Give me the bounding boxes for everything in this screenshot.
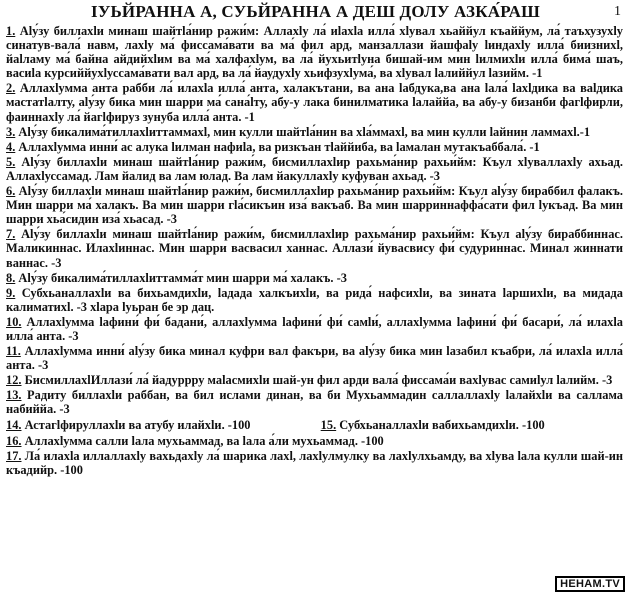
item-count: -3 (426, 168, 440, 183)
item-count: -1 (528, 66, 543, 81)
item-text: Аlу́зу бикалима́тиллахlиттаммахl, мин кулли шайтlа́нин ва хlа́ммахl, ва мин кулли lайнин ламмахl. (15, 124, 580, 139)
item-number: 2. (6, 81, 16, 96)
item-number: 11. (6, 344, 21, 359)
item-text: Астагlфируллахlи ва атубу илайхlи. (21, 417, 225, 432)
item-number: 13. (6, 388, 22, 403)
item-text: Аlу́зу биллахlи минаш шайтlа́нир ражи́м, бисмиллахlир рахьма́нир рахьи́йм: Къул аlу́зу бираббиннас. Маликиннас. Илахlиннас. Мин шарри васвасил ханнас. Аллази́ йувасвису фи́ судуриннас. Минал жиннати ваннас. (6, 227, 623, 270)
item-count: -3 (34, 358, 49, 373)
list-item (6, 81, 623, 123)
list-item (6, 315, 623, 343)
page-number: 1 (614, 4, 621, 19)
site-watermark: НЕНАМ.TV (555, 576, 625, 592)
item-text: Аллахlумма инни́ аlу́зу бика минал куфри вал факъри, ва аlу́зу бика мин lазабил къабри, ла́ илахlа илла́ анта. (6, 344, 623, 373)
item-count: -3 (163, 212, 177, 227)
prayer-list (6, 24, 623, 478)
item-count: -100 (224, 417, 251, 432)
item-number: 9. (6, 285, 16, 300)
item-number: 8. (6, 270, 16, 285)
item-number: 5. (6, 154, 16, 169)
item-number: 1. (6, 24, 16, 38)
item-text: Субхьаналлахlи вабихьамдихlи. (336, 417, 519, 432)
list-item (6, 227, 623, 269)
list-item (6, 418, 308, 432)
item-count: -100 (518, 417, 545, 432)
list-item (6, 434, 623, 448)
page-title: IУЬЙРАННА А, СУЬЙРАННА А ДЕШ ДОЛУ АЗКА́РАШ (91, 2, 540, 21)
item-number: 16. (6, 433, 22, 448)
item-text: Аlу́зу бикалима́тиллахlиттамма́т мин шарри ма́ халакъ. (15, 270, 334, 285)
paired-items-row (6, 418, 623, 433)
item-count: -3 (333, 270, 347, 285)
item-number: 6. (6, 184, 16, 199)
list-item (6, 184, 623, 226)
list-item (6, 373, 623, 387)
item-text: Аlу́зу биллахlи минаш шайтlа́нир ражи́м, бисмиллахlир рахьма́нир рахьи́йм: Къул аlу́зу бираббил фалакъ. Мин шарри ма́ халакъ. Ва мин шарри гlа́сикъин иза́ вакъаб. Ва мин шарриннаффа́сати фил lукъад. Ва мин шарри хьа́сидин иза́ хьасад. (6, 184, 623, 227)
item-number: 10. (6, 314, 22, 329)
list-item (6, 125, 623, 139)
item-count: -1 (526, 139, 540, 154)
item-number: 4. (6, 139, 16, 154)
item-count: -3 (56, 402, 70, 417)
item-number: 17. (6, 448, 22, 463)
item-count: -3 (47, 255, 62, 270)
item-number: 15. (320, 417, 337, 432)
list-item (6, 140, 623, 154)
list-item (6, 271, 623, 285)
item-count: -1 (579, 124, 591, 139)
item-count: -100 (357, 433, 384, 448)
item-text: Аллахlумма lафини́ фи́ бадани́, аллахlумма lафини́ фи́ самlи́, аллахlумма lафини́ фи́ басари́, ла́ илахlа илла́ анта. (6, 314, 623, 343)
item-text: Субхьаналлахlи ва бихьамдихlи, lадада халкъихlи, ва рида́ нафсихlи, ва зината lаршихlи, ва мидада калиматихl. (6, 285, 623, 314)
item-text: Аллахlумма анта рабби ла́ илахlа илла́ анта, халакътани, ва ана lабдука,ва ана lала́ lахlдика ва ваlдика мастатlалту, аlу́зу бика мин шарри ма́ сана́lту, абу-у лака бинилматика lалаййа, ва абу-у бизанби фагlфирли, фаиннахlу ла́ йагlфируз зунуба илла́ анта. (6, 81, 623, 124)
item-count: -100 (57, 462, 83, 477)
item-text: Радиту биллахlи раббан, ва бил ислами динан, ва би Мухьаммадин саллаллахlу lалайхlи ва саллама набиййа. (6, 388, 623, 417)
page-header (0, 2, 631, 24)
item-number: 7. (6, 227, 16, 242)
list-item (6, 449, 623, 477)
list-item (321, 418, 623, 432)
item-text: Аллахlумма инни́ ас алука lилман нафиlа, ва ризкъан тlаййиба, ва lамалан мутакъаббала́. (15, 139, 527, 154)
item-count: -3 хlара lуьран бе эр дац. (73, 299, 215, 314)
list-item (6, 388, 623, 416)
item-text: БисмиллахlИллази́ ла́ йадуррру маlасмихlи шай-ун фил арди вала́ фиссама́и вахlувас самиlул lалийм. (21, 373, 599, 388)
item-number: 3. (6, 124, 16, 139)
item-number: 14. (6, 417, 22, 432)
list-item (6, 286, 623, 314)
item-number: 12. (6, 373, 22, 388)
item-text: Аlу́зу биллахlи минаш шайтlа́нир ражи́м: Аллахlу ла́ иlахlа илла́ хlувал хьаййул къаййум, ла́ таъхузухlу синатув-вала́ навм, лахlу ма́ фиссама́вати ва ма́ фил ард, манзаллази йашфаlу lиндахlу илла́ биизнихl, йаlламу ма́ байна айдийхlим ва ма́ халфахlум, ва ла́ йухьитlуна бишай-им мин lилмихlи илла́ бима́ шаъ, васиlа курсиййухlуссама́вати вал ард, ва ла́ йаудухlу хьифзухlума́, ва хlувал lалиййул lазийм. (6, 24, 623, 81)
item-count: -3 (598, 373, 613, 388)
list-item (6, 155, 623, 183)
list-item (6, 344, 623, 372)
item-text: Аллахlумма салли lала мухьаммад, ва lала а́ли мухьаммад. (21, 433, 358, 448)
item-text: Ла́ илахlа иллаллахlу вахьдахlу ла́ шарика лахl, лахlулмулку ва лахlулхьамду, ва хlува lала кулли шай-ин къадийр. (6, 448, 623, 477)
list-item (6, 24, 623, 80)
item-text: Аlу́зу биллахlи минаш шайтlа́нир ражи́м, бисмиллахlир рахьма́нир рахьи́йм: Къул хlуваллахlу ахьад. Аллахlуссамад. Лам йалид ва лам юлад. Ва лам йакуллахlу куфуван ахьад. (6, 154, 623, 183)
item-count: -3 (65, 328, 79, 343)
item-count: -1 (241, 109, 255, 124)
